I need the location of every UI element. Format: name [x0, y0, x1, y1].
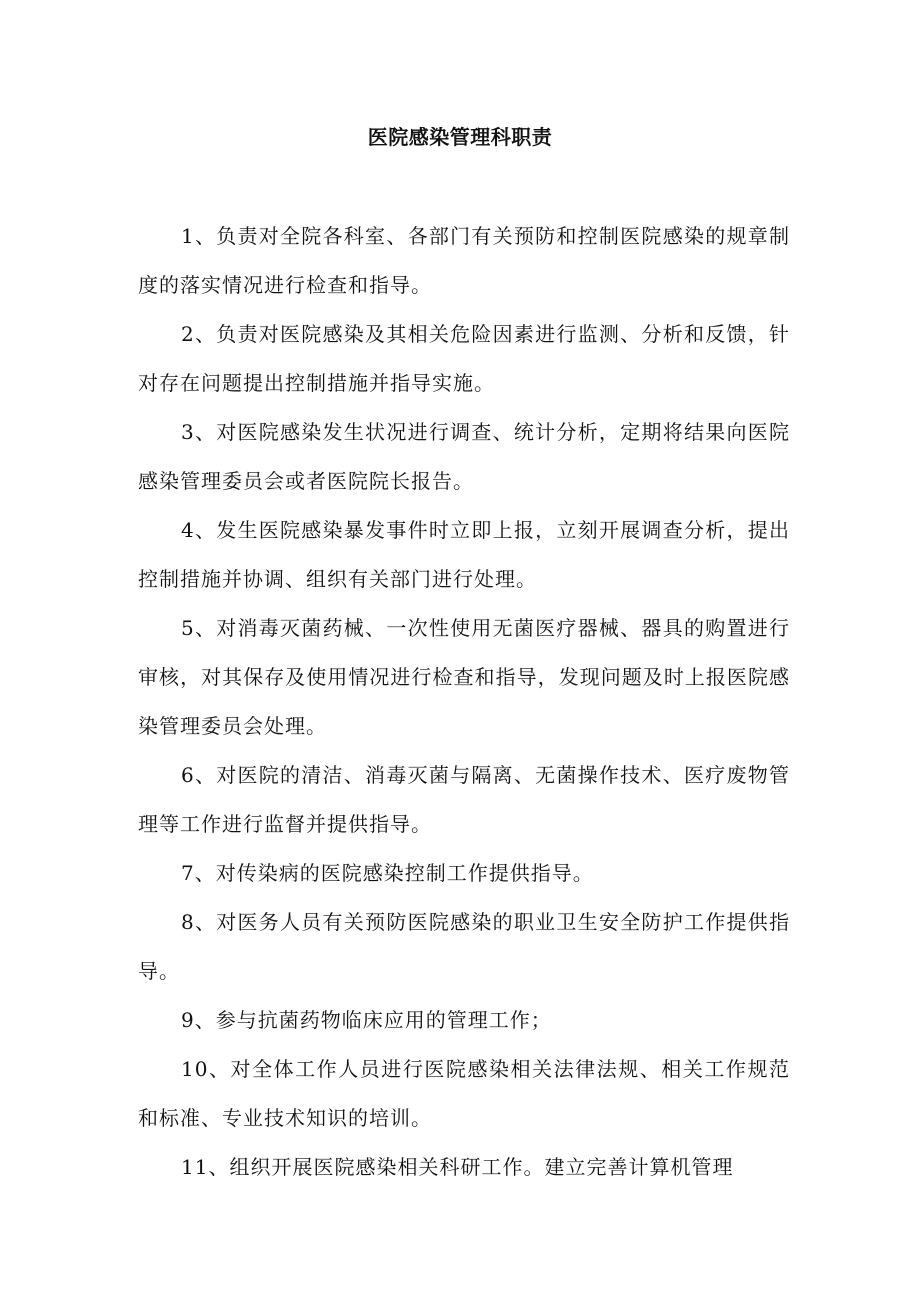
- paragraph-7: 7、对传染病的医院感染控制工作提供指导。: [181, 861, 594, 885]
- document-title: 医院感染管理科职责: [367, 125, 553, 149]
- paragraph-4: 4、发生医院感染暴发事件时立即上报，立刻开展调查分析，提出控制措施并协调、组织有关部门进行处理。: [138, 518, 790, 591]
- paragraph-5: 5、对消毒灭菌药械、一次性使用无菌医疗器械、器具的购置进行审核，对其保存及使用情况进行检查和指导，发现问题及时上报医院感染管理委员会处理。: [138, 616, 790, 738]
- paragraph-1: 1、负责对全院各科室、各部门有关预防和控制医院感染的规章制度的落实情况进行检查和指导。: [138, 224, 790, 297]
- paragraph-2: 2、负责对医院感染及其相关危险因素进行监测、分析和反馈，针对存在问题提出控制措施并指导实施。: [138, 322, 790, 395]
- paragraph-8: 8、对医务人员有关预防医院感染的职业卫生安全防护工作提供指导。: [138, 910, 790, 983]
- paragraph-10: 10、对全体工作人员进行医院感染相关法律法规、相关工作规范和标准、专业技术知识的培训。: [138, 1057, 790, 1130]
- paragraph-9: 9、参与抗菌药物临床应用的管理工作；: [181, 1008, 552, 1032]
- document-body: [138, 212, 790, 1192]
- paragraph-3: 3、对医院感染发生状况进行调查、统计分析，定期将结果向医院感染管理委员会或者医院院长报告。: [138, 420, 790, 493]
- paragraph-6: 6、对医院的清洁、消毒灭菌与隔离、无菌操作技术、医疗废物管理等工作进行监督并提供指导。: [138, 763, 790, 836]
- paragraph-11: 11、组织开展医院感染相关科研工作。建立完善计算机管理: [181, 1155, 734, 1179]
